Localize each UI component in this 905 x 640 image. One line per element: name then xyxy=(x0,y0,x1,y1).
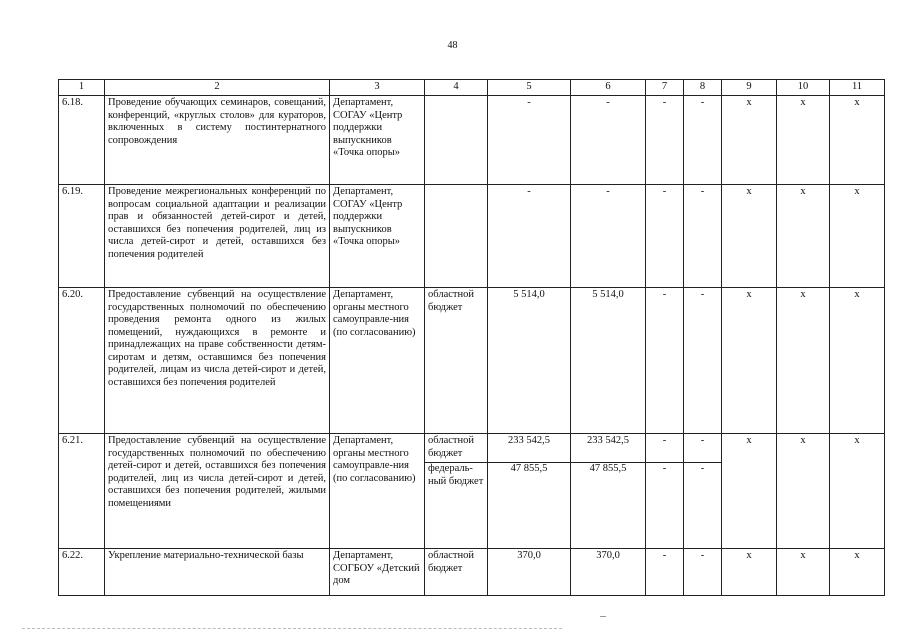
value-col5: - xyxy=(488,96,571,185)
row-number: 6.21. xyxy=(59,434,105,549)
value-col6: - xyxy=(571,185,646,288)
header-cell: 2 xyxy=(105,80,330,96)
value-col7: - xyxy=(646,96,684,185)
funding-source-regional: областной бюджет xyxy=(428,435,474,459)
program-table xyxy=(58,79,885,596)
table-row xyxy=(59,185,885,288)
value-col6 xyxy=(571,434,646,549)
value-col5 xyxy=(488,434,571,549)
header-cell: 9 xyxy=(722,80,777,96)
value-col7-federal: - xyxy=(662,462,667,474)
header-cell: 5 xyxy=(488,80,571,96)
table-row xyxy=(59,549,885,596)
scan-artifact-line xyxy=(22,628,562,630)
header-cell: 10 xyxy=(777,80,830,96)
table-row xyxy=(59,434,885,549)
funding-source: областной бюджет xyxy=(425,549,488,596)
value-col10: х xyxy=(777,96,830,185)
value-col9: х xyxy=(722,434,777,549)
value-col11: х xyxy=(830,288,885,434)
funding-source xyxy=(425,185,488,288)
value-col8: - xyxy=(684,288,722,434)
header-cell: 7 xyxy=(646,80,684,96)
row-number: 6.22. xyxy=(59,549,105,596)
header-cell: 4 xyxy=(425,80,488,96)
value-col8: - xyxy=(684,185,722,288)
value-col10: х xyxy=(777,549,830,596)
measure-description: Проведение межрегиональных конференций по вопросам социальной адаптации и реализации прав и обязанностей детей-сирот и детей, оставшихся без попечения родителей, лиц из числа детей-сирот и детей, оставшихся без попечения родителей xyxy=(105,185,330,288)
value-col6-regional: 233 542,5 xyxy=(587,435,629,446)
header-cell: 6 xyxy=(571,80,646,96)
page-number: 48 xyxy=(447,40,458,51)
value-col9: х xyxy=(722,288,777,434)
header-cell: 3 xyxy=(330,80,425,96)
measure-description: Предоставление субвенций на осуществление государственных полномочий по обеспечению детей-сирот и детей, оставшихся без попечения родителей, лиц из числа детей-сирот и детей, оставшихся без попечения родителей, жилыми помещениями xyxy=(105,434,330,549)
value-col9: х xyxy=(722,96,777,185)
funding-source xyxy=(425,434,488,549)
value-col6-federal: 47 855,5 xyxy=(589,462,627,474)
row-number: 6.20. xyxy=(59,288,105,434)
value-col8: - xyxy=(684,549,722,596)
header-cell: 11 xyxy=(830,80,885,96)
measure-description: Проведение обучающих семинаров, совещаний, конференций, «круглых столов» для кураторов, включенных в систему постинтернатного сопровождения xyxy=(105,96,330,185)
funding-source-federal: федераль-ный бюджет xyxy=(428,463,484,487)
value-col8-regional: - xyxy=(700,435,705,446)
value-col5: 370,0 xyxy=(488,549,571,596)
value-col9: х xyxy=(722,549,777,596)
header-cell: 1 xyxy=(59,80,105,96)
executor: Департамент, органы местного самоуправле-ния (по согласованию) xyxy=(330,434,425,549)
table-row xyxy=(59,288,885,434)
value-col11: х xyxy=(830,96,885,185)
row-number: 6.18. xyxy=(59,96,105,185)
value-col6: 370,0 xyxy=(571,549,646,596)
value-col8-federal: - xyxy=(700,462,705,474)
value-col8: - xyxy=(684,96,722,185)
value-col10: х xyxy=(777,185,830,288)
value-col6: - xyxy=(571,96,646,185)
scan-artifact-mark xyxy=(600,616,606,617)
value-col7: - xyxy=(646,549,684,596)
value-col6: 5 514,0 xyxy=(571,288,646,434)
table-header-row xyxy=(59,80,885,96)
value-col11: х xyxy=(830,185,885,288)
measure-description: Укрепление материально-технической базы xyxy=(105,549,330,596)
value-col11: х xyxy=(830,549,885,596)
value-col11: х xyxy=(830,434,885,549)
value-col5-regional: 233 542,5 xyxy=(508,435,550,446)
table-row xyxy=(59,96,885,185)
value-col5: 5 514,0 xyxy=(488,288,571,434)
value-col7 xyxy=(646,434,684,549)
funding-source xyxy=(425,96,488,185)
value-col7: - xyxy=(646,185,684,288)
header-cell: 8 xyxy=(684,80,722,96)
executor: Департамент, СОГБОУ «Детский дом xyxy=(330,549,425,596)
executor: Департамент, органы местного самоуправле-ния (по согласованию) xyxy=(330,288,425,434)
value-col5: - xyxy=(488,185,571,288)
executor: Департамент, СОГАУ «Центр поддержки выпускников «Точка опоры» xyxy=(330,185,425,288)
value-col8 xyxy=(684,434,722,549)
value-col10: х xyxy=(777,434,830,549)
funding-source: областной бюджет xyxy=(425,288,488,434)
measure-description: Предоставление субвенций на осуществление государственных полномочий по обеспечению проведения ремонта одного из жилых помещений, нуждающихся в ремонте и принадлежащих на праве собственности детям-сиротам и детям, оставшимся без попечения родителей, лицам из числа детей-сирот и детей, оставшихся без попечения родителей xyxy=(105,288,330,434)
value-col7: - xyxy=(646,288,684,434)
row-number: 6.19. xyxy=(59,185,105,288)
value-col10: х xyxy=(777,288,830,434)
executor: Департамент, СОГАУ «Центр поддержки выпускников «Точка опоры» xyxy=(330,96,425,185)
value-col7-regional: - xyxy=(662,435,667,446)
value-col5-federal: 47 855,5 xyxy=(510,462,548,474)
value-col9: х xyxy=(722,185,777,288)
